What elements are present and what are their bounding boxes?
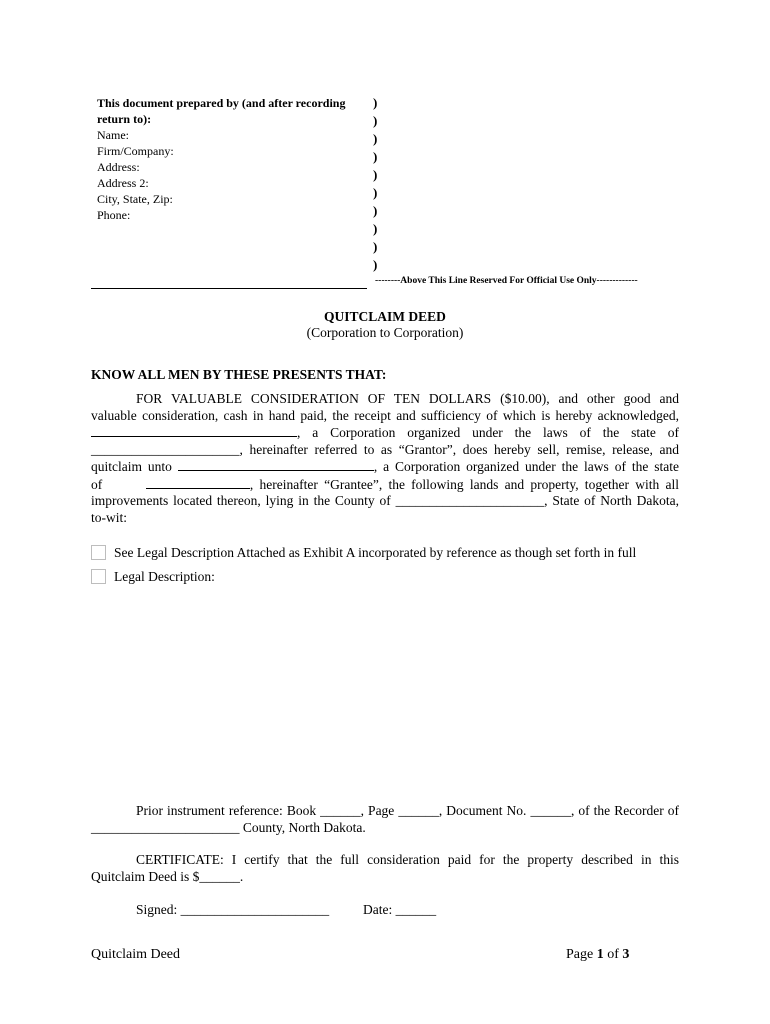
paren: ) xyxy=(373,203,378,218)
field-address-label: Address: xyxy=(97,160,140,174)
paren: ) xyxy=(373,131,378,146)
certificate-paragraph xyxy=(91,852,679,885)
body-line: to-wit: xyxy=(91,509,127,525)
prior-line: ______________________ County, North Dakota. xyxy=(91,819,366,835)
signed-field: Signed: ______________________ xyxy=(136,902,330,917)
paren: ) xyxy=(373,113,378,128)
document-title: QUITCLAIM DEED xyxy=(324,309,446,324)
recording-divider-line xyxy=(91,288,367,289)
body-line: FOR VALUABLE CONSIDERATION OF TEN DOLLARS ($10.00), and other good and xyxy=(136,391,679,406)
prior-instrument-paragraph xyxy=(91,803,679,836)
body-line: ______________________, hereinafter referred to as “Grantor”, does hereby sell, remise, release, and xyxy=(91,441,679,457)
prior-line: Prior instrument reference: Book ______, Page ______, Document No. ______, of the Recorder of xyxy=(136,803,679,818)
paren: ) xyxy=(373,221,378,236)
exhibit-a-checkbox[interactable] xyxy=(91,545,106,560)
field-firm-label: Firm/Company: xyxy=(97,144,174,158)
grantee-name-blank[interactable] xyxy=(178,458,374,471)
grantee-state-blank[interactable] xyxy=(146,476,250,489)
prepared-heading-line1: This document prepared by (and after recording xyxy=(97,96,346,110)
certificate-line: Quitclaim Deed is $______. xyxy=(91,868,244,884)
prepared-heading-line2: return to): xyxy=(97,112,152,126)
footer-page-indicator: Page 1 of 3 xyxy=(566,947,630,962)
paren: ) xyxy=(373,257,378,272)
legal-description-checkbox[interactable] xyxy=(91,569,106,584)
date-field: Date: ______ xyxy=(363,902,437,917)
footer-document-name: Quitclaim Deed xyxy=(91,947,181,962)
field-city-state-zip-label: City, State, Zip: xyxy=(97,192,173,206)
certificate-line: CERTIFICATE: I certify that the full consideration paid for the property described in this xyxy=(136,852,679,867)
reserved-space-notice: --------Above This Line Reserved For Official Use Only------------- xyxy=(375,276,638,286)
document-subtitle: (Corporation to Corporation) xyxy=(306,325,464,340)
exhibit-a-label: See Legal Description Attached as Exhibit A incorporated by reference as though set forth in full xyxy=(114,545,637,560)
paren: ) xyxy=(373,95,378,110)
prepared-by-block xyxy=(97,95,345,223)
body-line: quitclaim unto , a Corporation organized under the laws of the state xyxy=(91,459,679,474)
paren-column xyxy=(373,94,377,274)
field-address2-label: Address 2: xyxy=(97,176,149,190)
grantor-name-blank[interactable] xyxy=(91,424,297,437)
body-line: improvements located thereon, lying in the County of ______________________, State of North Dakota, xyxy=(91,493,679,508)
know-all-men-heading: KNOW ALL MEN BY THESE PRESENTS THAT: xyxy=(91,367,387,382)
body-line: valuable consideration, cash in hand paid, the receipt and sufficiency of which is hereby acknowledged, xyxy=(91,407,679,423)
paren: ) xyxy=(373,185,378,200)
body-line: , a Corporation organized under the laws of the state of xyxy=(91,424,679,442)
paren: ) xyxy=(373,167,378,182)
current-page-number: 1 xyxy=(596,947,604,962)
field-name-label: Name: xyxy=(97,128,129,142)
field-phone-label: Phone: xyxy=(97,208,131,222)
conveyance-paragraph xyxy=(91,391,679,526)
legal-description-label: Legal Description: xyxy=(114,569,215,584)
body-line: of , hereinafter “Grantee”, the following lands and property, together with all xyxy=(91,476,679,492)
total-page-count: 3 xyxy=(622,947,630,962)
paren: ) xyxy=(373,239,378,254)
paren: ) xyxy=(373,149,378,164)
